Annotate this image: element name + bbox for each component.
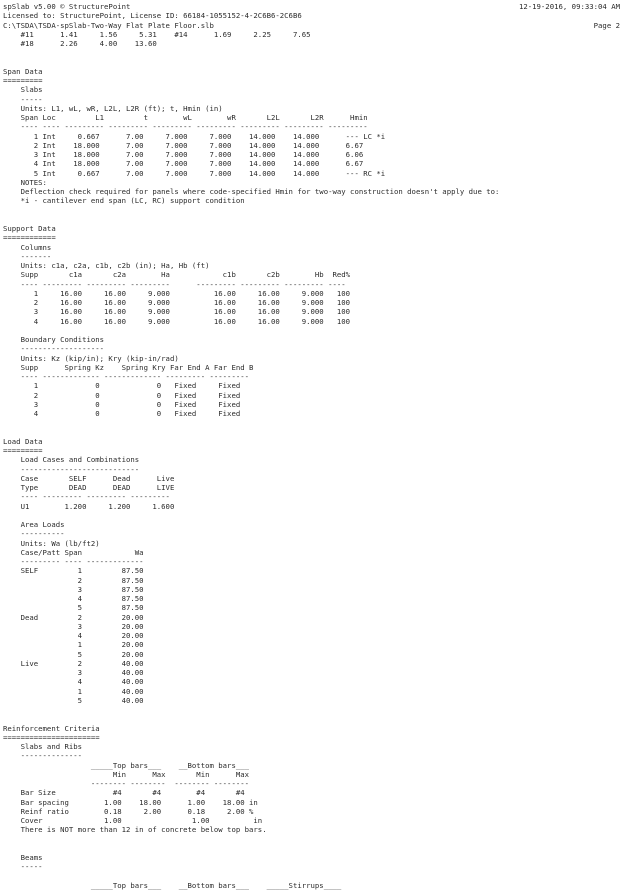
report-line <box>3 872 624 881</box>
report-line: 5 20.00 <box>3 649 144 659</box>
report-line: Span Loc L1 t wL wR L2L L2R Hmin <box>3 113 368 122</box>
report-line: Slabs and Ribs <box>3 742 83 751</box>
report-line: Slabs <box>3 85 43 95</box>
report-line: 3 40.00 <box>3 668 144 677</box>
report-line: 3 16.00 16.00 9.000 16.00 16.00 9.000 100 <box>3 307 351 317</box>
report-line: 1 0 0 Fixed Fixed <box>3 381 241 391</box>
report-line: U1 1.200 1.200 1.600 <box>3 501 175 511</box>
report-line: 3 87.50 <box>3 584 144 594</box>
report-line <box>3 48 624 57</box>
report-line: Bar spacing 1.00 18.00 1.00 18.00 in <box>3 797 258 807</box>
report-line: -------- -------- -------- -------- <box>3 779 250 788</box>
report-line: 1 40.00 <box>3 686 144 696</box>
report-line: 1 16.00 16.00 9.000 16.00 16.00 9.000 100 <box>3 288 351 298</box>
report-datetime: 12-19-2016, 09:33:04 AM <box>518 2 620 11</box>
report-line: ------- <box>3 251 52 261</box>
report-line <box>3 326 624 335</box>
report-line: 4 0 0 Fixed Fixed <box>3 409 241 418</box>
report-line: ----- <box>3 862 43 872</box>
report-line: Supp Spring Kz Spring Kry Far End A Far End B <box>3 362 254 372</box>
report-line: Load Cases and Combinations <box>3 455 140 465</box>
report-line <box>3 714 624 723</box>
report-line: Boundary Conditions <box>3 335 105 344</box>
report-line: 2 87.50 <box>3 575 144 585</box>
report-line: 1 20.00 <box>3 640 144 650</box>
report-line: 5 Int 0.667 7.00 7.000 7.000 14.000 14.000 --- RC *i <box>3 168 386 178</box>
report-line: Support Data <box>3 224 56 233</box>
report-line: 4 20.00 <box>3 631 144 640</box>
report-line: Bar Size #4 #4 #4 #4 <box>3 788 245 798</box>
report-line: ---- --------- --------- --------- --------- --------- --------- ---- <box>3 279 346 289</box>
report-line <box>3 428 624 437</box>
report-line: 4 Int 18.000 7.00 7.000 7.000 14.000 14.000 6.67 <box>3 159 364 169</box>
report-line: Units: c1a, c2a, c1b, c2b (in); Ha, Hb (ft) <box>3 261 210 270</box>
report-line: #11 1.41 1.56 5.31 #14 1.69 2.25 7.65 <box>3 29 311 39</box>
file-path: C:\TSDA\TSDA-spSlab-Two-Way Flat Plate Floor.slb <box>3 20 214 30</box>
report-line: NOTES: <box>3 177 47 187</box>
report-line: 4 40.00 <box>3 677 144 687</box>
report-line: Units: Wa (lb/ft2) <box>3 538 100 548</box>
report-line <box>3 511 624 520</box>
report-line: --------------------------- <box>3 464 140 474</box>
report-line: Span Data <box>3 66 43 76</box>
license-line: Licensed to: StructurePoint, License ID: 66184-1055152-4-2C6B6-2C6B6 <box>3 11 302 21</box>
report-line: Type DEAD DEAD LIVE <box>3 483 175 492</box>
report-line <box>3 215 624 224</box>
report-line: 2 16.00 16.00 9.000 16.00 16.00 9.000 100 <box>3 298 351 307</box>
report-line: Dead 2 20.00 <box>3 612 144 622</box>
report-line <box>3 206 624 215</box>
report-line: 1 Int 0.667 7.00 7.000 7.000 14.000 14.000 --- LC *i <box>3 131 386 141</box>
report-line: ------------------- <box>3 344 105 354</box>
report-line: Supp c1a c2a Ha c1b c2b Hb Red% <box>3 270 351 280</box>
report-line: Reinforcement Criteria <box>3 723 100 733</box>
report-line: Reinf ratio 0.18 2.00 0.18 2.00 % <box>3 806 254 816</box>
report-line: Case/Patt Span Wa <box>3 547 144 557</box>
report-line: 4 16.00 16.00 9.000 16.00 16.00 9.000 100 <box>3 316 351 326</box>
report-line: #18 2.26 4.00 13.60 <box>3 39 157 48</box>
report-line: Live 2 40.00 <box>3 658 144 668</box>
report-line: There is NOT more than 12 in of concrete below top bars. <box>3 825 267 835</box>
report-line: Units: Kz (kip/in); Kry (kip-in/rad) <box>3 353 179 363</box>
report-line: SELF 1 87.50 <box>3 566 144 576</box>
report-line: ---- ---- --------- --------- --------- --------- --------- --------- --------- <box>3 122 368 132</box>
report-line: Beams <box>3 853 43 862</box>
page-number: Page 2 <box>593 20 620 30</box>
report-line: _____Top bars___ __Bottom bars___ <box>3 760 250 770</box>
report-line: Units: L1, wL, wR, L2L, L2R (ft); t, Hmin (in) <box>3 103 223 113</box>
report-line: ---- --------- --------- --------- <box>3 492 170 502</box>
report-line: 4 87.50 <box>3 594 144 603</box>
report-line <box>3 835 624 844</box>
report-line: Load Data <box>3 436 43 446</box>
report-line: 2 0 0 Fixed Fixed <box>3 390 241 400</box>
report-line: --------- ---- ------------- <box>3 557 144 566</box>
report-line: 3 0 0 Fixed Fixed <box>3 399 241 409</box>
report-line <box>3 418 624 427</box>
report-line: ====================== <box>3 732 100 742</box>
report-line: Min Max Min Max <box>3 769 250 779</box>
report-line: ========= <box>3 76 43 85</box>
report-line: ============ <box>3 233 56 243</box>
report-line: 5 87.50 <box>3 603 144 613</box>
report-line: 3 Int 18.000 7.00 7.000 7.000 14.000 14.000 6.06 <box>3 150 364 159</box>
report-line: ========= <box>3 446 43 455</box>
report-line: Area Loads <box>3 520 65 529</box>
report-line: _____Top bars___ __Bottom bars___ _____Stirrups____ <box>3 880 342 890</box>
report-line: Columns <box>3 242 52 252</box>
report-line: 2 Int 18.000 7.00 7.000 7.000 14.000 14.000 6.67 <box>3 140 364 150</box>
report-line: -------------- <box>3 751 83 761</box>
report-line <box>3 705 624 714</box>
report-line <box>3 58 624 67</box>
report-line: ---------- <box>3 529 65 539</box>
report-line: ----- <box>3 94 43 104</box>
report-line: 3 20.00 <box>3 621 144 631</box>
program-title: spSlab v5.00 © StructurePoint <box>3 2 131 11</box>
report-line: Cover 1.00 1.00 in <box>3 816 263 825</box>
report-line: 5 40.00 <box>3 695 144 705</box>
report-line: Deflection check required for panels where code-specified Hmin for two-way construction doesn't apply due to: <box>3 187 500 196</box>
report-line <box>3 844 624 853</box>
report-line: ---- ------------- ------------- --------- --------- <box>3 372 250 381</box>
report-line: *i - cantilever end span (LC, RC) support condition <box>3 196 245 206</box>
report-line: Case SELF Dead Live <box>3 473 175 483</box>
